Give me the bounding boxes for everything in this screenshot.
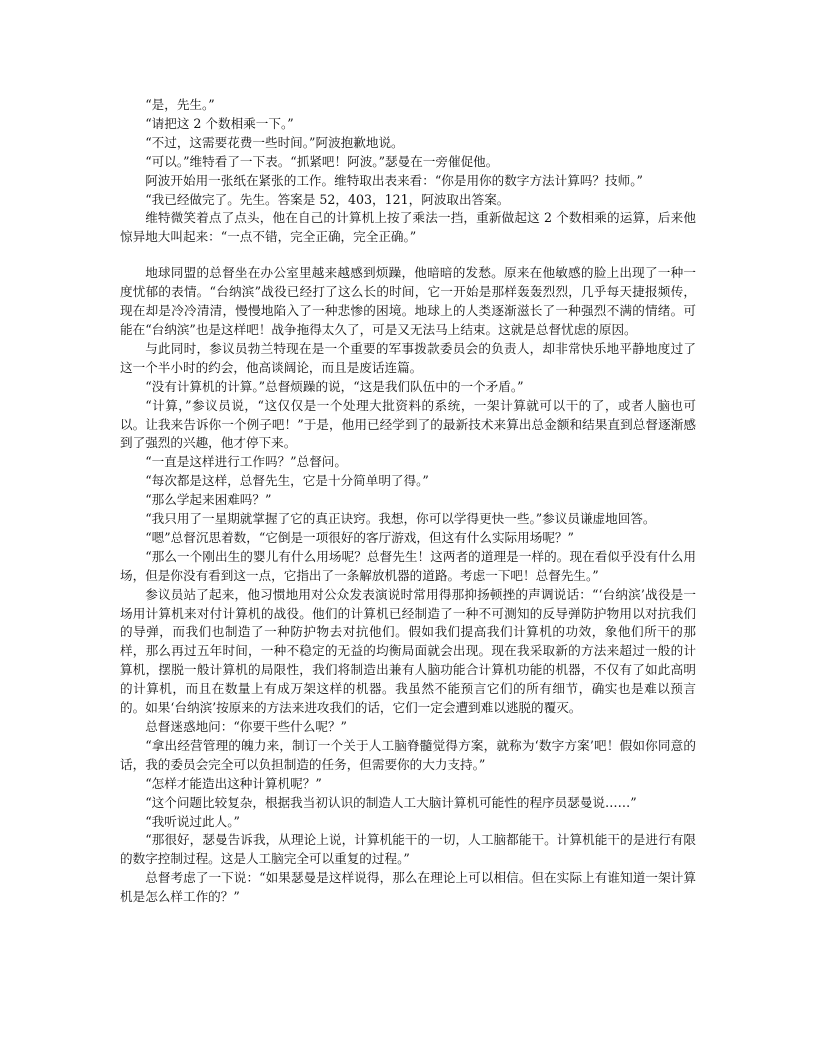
paragraph: “拿出经营管理的魄力来，制订一个关于人工脑脊髓觉得方案，就称为‘数字方案’吧！假如你同意的话，我的委员会完全可以负担制造的任务，但需要你的大力支持。” — [120, 737, 696, 772]
paragraph: “我已经做完了。先生。答案是 52，403，121，阿波取出答案。 — [145, 191, 510, 207]
paragraph: “不过，这需要花费一些时间。”阿波抱歉地说。 — [145, 134, 404, 150]
paragraph: “那么学起来困难吗？” — [145, 492, 272, 508]
document-page — [120, 96, 696, 907]
paragraph: “我听说过此人。” — [145, 813, 240, 829]
paragraph: 总督考虑了一下说：“如果瑟曼是这样说得，那么在理论上可以相信。但在实际上有谁知道一架计算机是怎么样工作的？” — [120, 870, 696, 905]
paragraph: 阿波开始用一张纸在紧张的工作。维特取出表来看：“你是用你的数字方法计算吗？技师。” — [145, 172, 643, 188]
paragraph: “那么一个刚出生的婴儿有什么用场呢？总督先生！这两者的道理是一样的。现在看似乎没有什么用场，但是你没有看到这一点，它指出了一条解放机器的道路。考虑一下吧！总督先生。” — [120, 548, 696, 583]
paragraph: “请把这 2 个数相乘一下。” — [145, 115, 294, 131]
paragraph: “每次都是这样，总督先生，它是十分简单明了得。” — [145, 473, 429, 489]
paragraph: 与此同时，参议员勃兰特现在是一个重要的军事拨款委员会的负责人，却非常快乐地平静地度过了这一个半小时的约会，他高谈阔论，而且是废话连篇。 — [120, 340, 696, 375]
paragraph: 地球同盟的总督坐在办公室里越来越感到烦躁，他暗暗的发愁。原来在他敏感的脸上出现了一种一度忧郁的表情。“台纳滨”战役已经打了这么长的时间，它一开始是那样轰轰烈烈，几乎每天捷报频传，现在却是冷冷清清，慢慢地陷入了一种悲惨的困境。地球上的人类逐渐滋长了一种强烈不满的情绪。可能在“台纳滨”也是这样吧！战争拖得太久了，可是又无法马上结束。这就是总督忧虑的原因。 — [120, 265, 696, 337]
paragraph: “这个问题比较复杂，根据我当初认识的制造人工大脑计算机可能性的程序员瑟曼说……” — [145, 794, 637, 810]
paragraph: “可以。”维特看了一下表。“抓紧吧！阿波。”瑟曼在一旁催促他。 — [145, 153, 499, 169]
paragraph: “嗯”总督沉思着数，“它倒是一项很好的客厅游戏，但这有什么实际用场呢？” — [145, 529, 574, 545]
paragraph: 维特微笑着点了点头，他在自己的计算机上按了乘法一挡，重新做起这 2 个数相乘的运算，后来他惊异地大叫起来：“一点不错，完全正确，完全正确。” — [120, 210, 696, 245]
section-gap — [120, 247, 696, 264]
paragraph: “计算，”参议员说，“这仅仅是一个处理大批资料的系统，一架计算就可以干的了，或者人脑也可以。让我来告诉你一个例子吧！”于是，他用已经学到了的最新技术来算出总金额和结果直到总督逐渐感到了强烈的兴趣，他才停下来。 — [120, 397, 696, 451]
paragraph: “是，先生。” — [145, 97, 215, 112]
paragraph: “没有计算机的计算。”总督烦躁的说，“这是我们队伍中的一个矛盾。” — [145, 378, 524, 394]
paragraph: 总督迷惑地问：“你要干些什么呢？” — [145, 719, 347, 734]
paragraph: “我只用了一星期就掌握了它的真正诀窍。我想，你可以学得更快一些。”参议员谦虚地回答。 — [145, 511, 656, 527]
paragraph: “怎样才能造出这种计算机呢？” — [145, 775, 322, 791]
paragraph: “那很好，瑟曼告诉我，从理论上说，计算机能干的一切，人工脑都能干。计算机能干的是进行有限的数字控制过程。这是人工脑完全可以重复的过程。” — [120, 832, 696, 867]
paragraph: 参议员站了起来，他习惯地用对公众发表演说时常用得那抑扬顿挫的声调说话：“‘台纳滨’战役是一场用计算机来对付计算机的战役。他们的计算机已经制造了一种不可测知的反导弹防护物用以对抗我们的导弹，而我们也制造了一种防护物去对抗他们。假如我们提高我们计算机的功效，象他们所干的那样，那么再过五年时间，一种不稳定的无益的均衡局面就会出现。现在我采取新的方法来超过一般的计算机，摆脱一般计算机的局限性，我们将制造出兼有人脑功能合计算机功能的机器，不仅有了如此高明的计算机，而且在数量上有成万架这样的机器。我虽然不能预言它们的所有细节，确实也是难以预言的。如果‘台纳滨’按原来的方法来进攻我们的话，它们一定会遭到难以逃脱的覆灭。 — [120, 586, 696, 716]
paragraph: “一直是这样进行工作吗？”总督问。 — [145, 454, 347, 470]
